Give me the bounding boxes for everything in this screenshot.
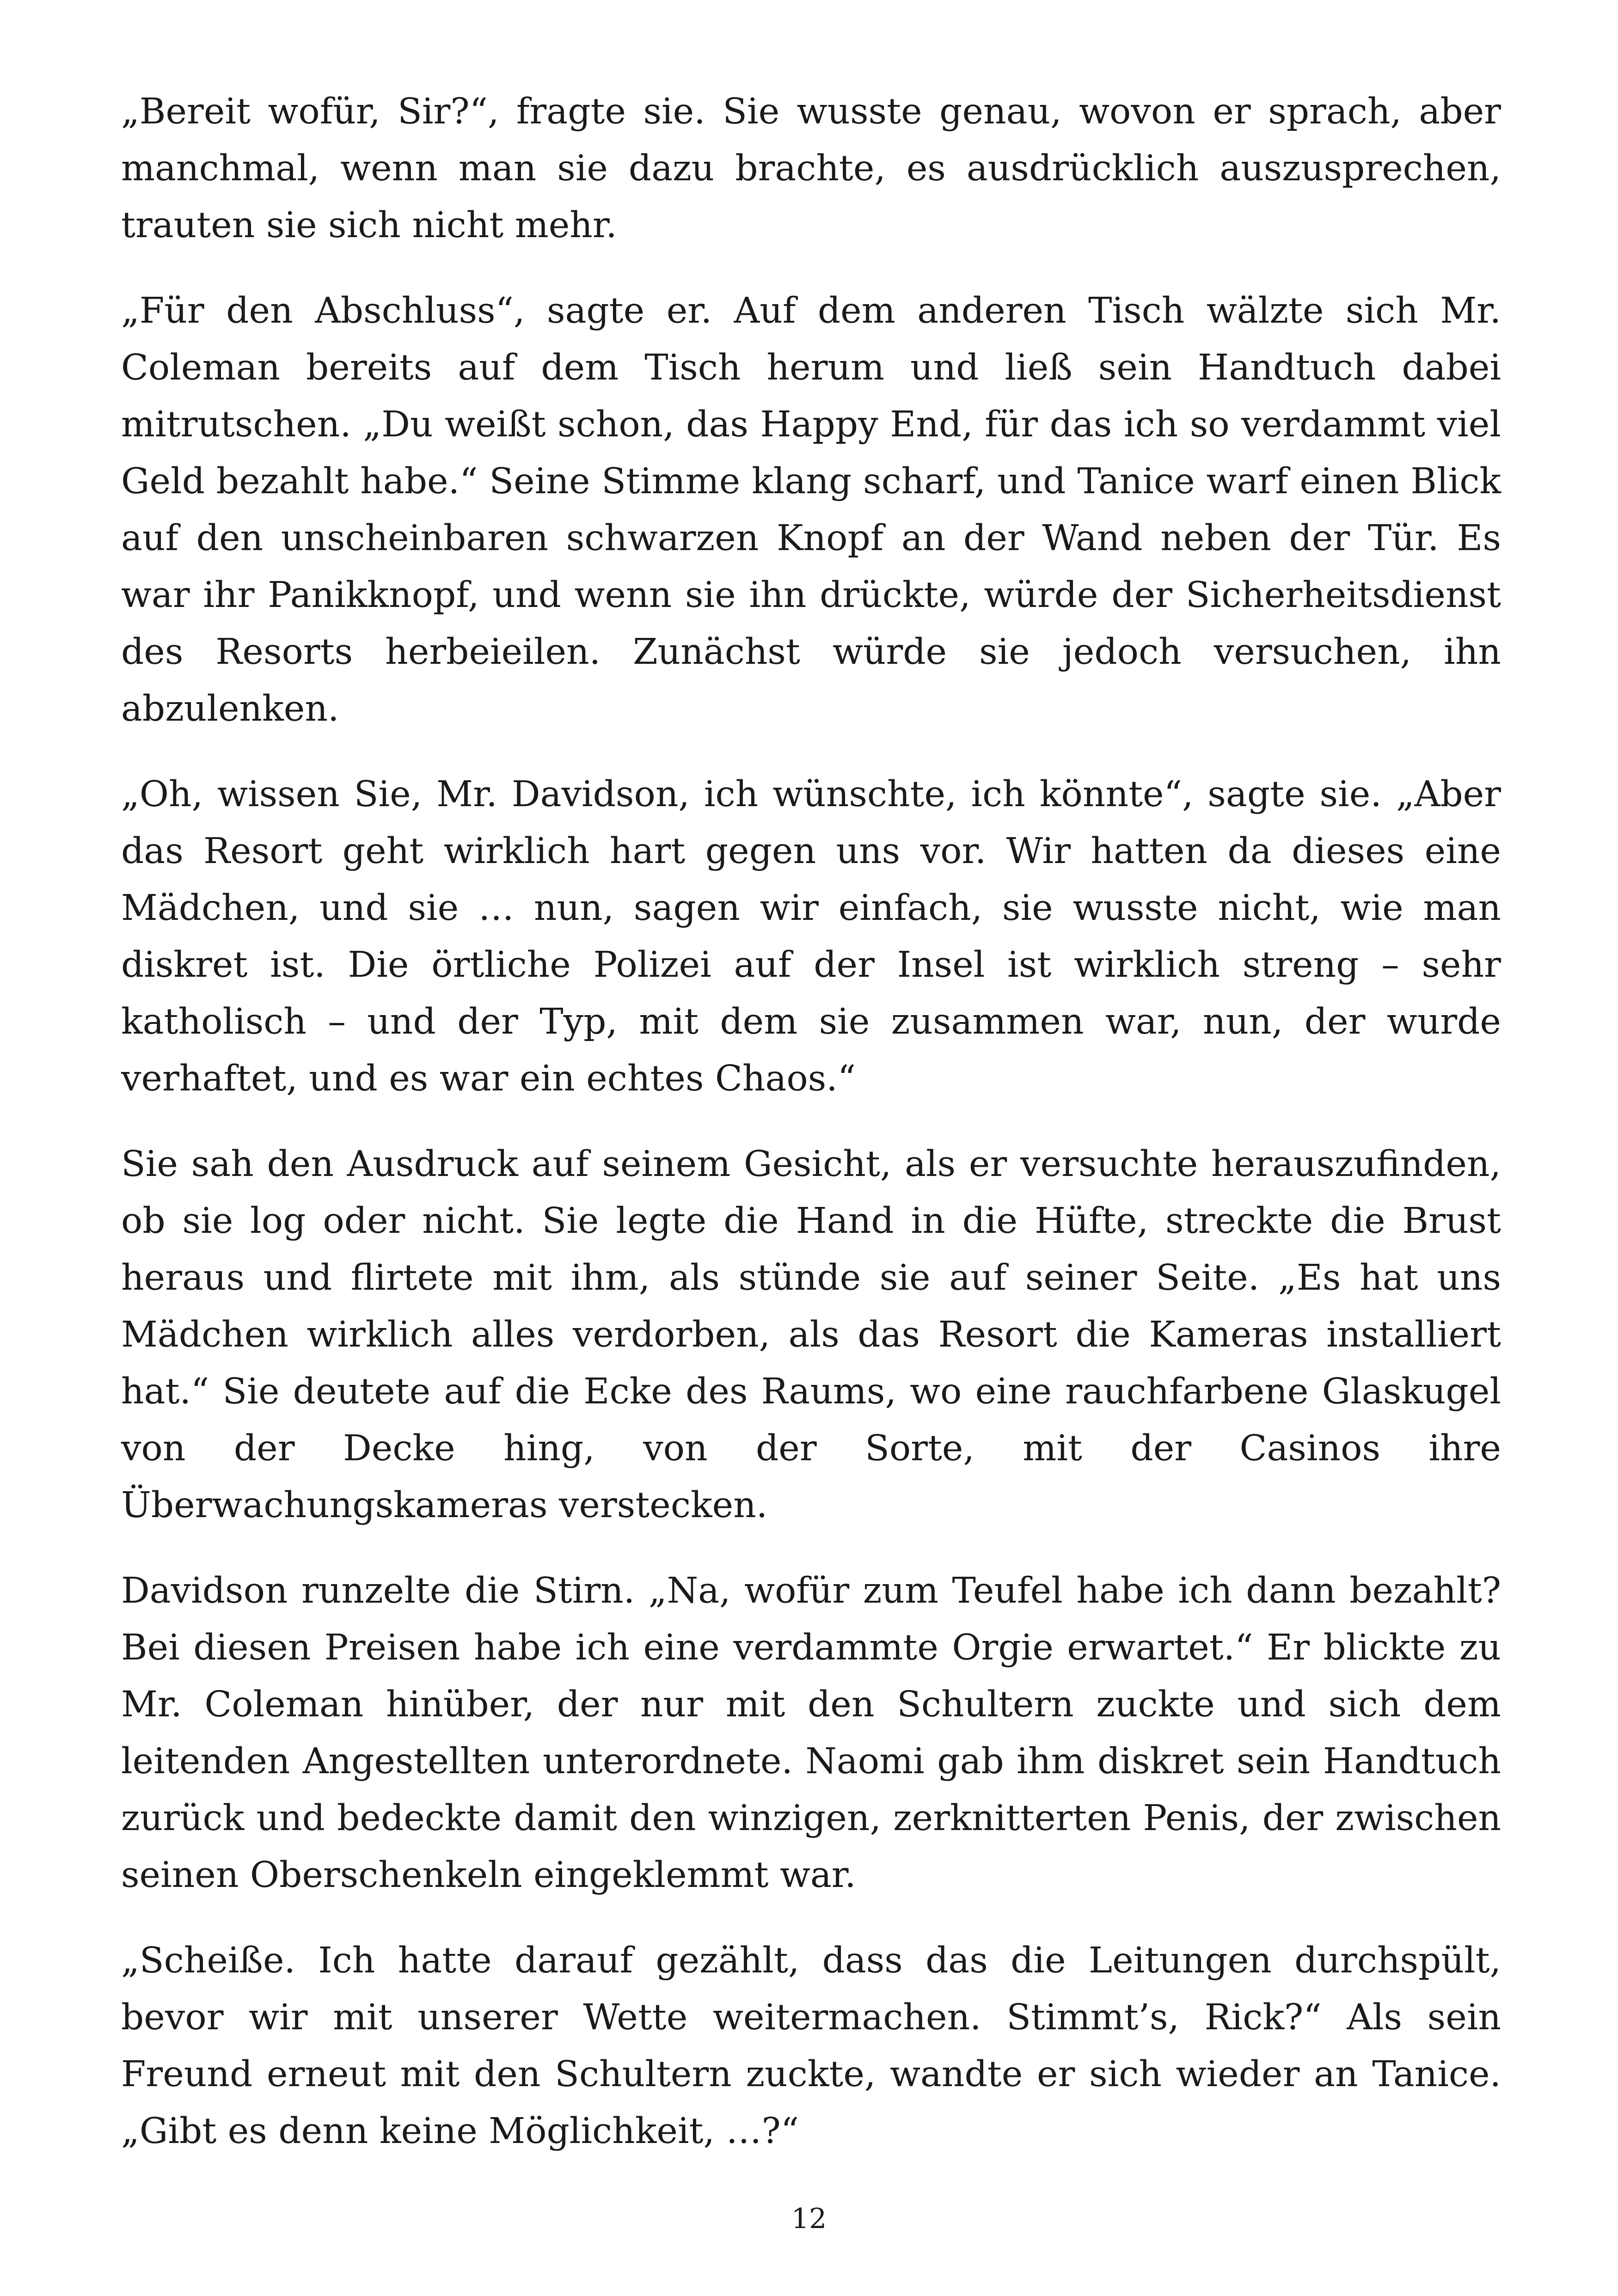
page-number: 12: [791, 2203, 827, 2235]
paragraph-3: „Oh, wissen Sie, Mr. Davidson, ich wünschte, ich könnte“, sagte sie. „Aber das Resort geht wirklich hart gegen uns vor. Wir hatten da dieses eine Mädchen, und sie … nun, sagen wir einfach, sie wusste nicht, wie man diskret ist. Die örtliche Polizei auf der Insel ist wirklich streng – sehr katholisch – und der Typ, mit dem sie zusammen war, nun, der wurde verhaftet, und es war ein echtes Chaos.“: [121, 774, 1501, 1099]
paragraph-1: „Bereit wofür, Sir?“, fragte sie. Sie wusste genau, wovon er sprach, aber manchmal, wenn man sie dazu brachte, es ausdrücklich auszusprechen, trauten sie sich nicht mehr.: [121, 91, 1501, 246]
paragraph-6: „Scheiße. Ich hatte darauf gezählt, dass das die Leitungen durchspült, bevor wir mit unserer Wette weitermachen. Stimmt’s, Rick?“ Als sein Freund erneut mit den Schultern zuckte, wandte er sich wieder an Tanice. „Gibt es denn keine Möglichkeit, …?“: [121, 1940, 1501, 2152]
page-body: [121, 83, 1501, 2188]
paragraph-5: Davidson runzelte die Stirn. „Na, wofür zum Teufel habe ich dann bezahlt? Bei diesen Preisen habe ich eine verdammte Orgie erwartet.“ Er blickte zu Mr. Coleman hinüber, der nur mit den Schultern zuckte und sich dem leitenden Angestellten unterordnete. Naomi gab ihm diskret sein Handtuch zurück und bedeckte damit den winzigen, zerknitterten Penis, der zwischen seinen Oberschenkeln eingeklemmt war.: [121, 1570, 1501, 1896]
paragraph-4: Sie sah den Ausdruck auf seinem Gesicht, als er versuchte herauszufinden, ob sie log oder nicht. Sie legte die Hand in die Hüfte, streckte die Brust heraus und flirtete mit ihm, als stünde sie auf seiner Seite. „Es hat uns Mädchen wirklich alles verdorben, als das Resort die Kameras installiert hat.“ Sie deutete auf die Ecke des Raums, wo eine rauchfarbene Glaskugel von der Decke hing, von der Sorte, mit der Casinos ihre Überwachungskameras verstecken.: [121, 1144, 1501, 1526]
paragraph-2: „Für den Abschluss“, sagte er. Auf dem anderen Tisch wälzte sich Mr. Coleman bereits auf dem Tisch herum und ließ sein Handtuch dabei mitrutschen. „Du weißt schon, das Happy End, für das ich so verdammt viel Geld bezahlt habe.“ Seine Stimme klang scharf, und Tanice warf einen Blick auf den unscheinbaren schwarzen Knopf an der Wand neben der Tür. Es war ihr Panikknopf, und wenn sie ihn drückte, würde der Sicherheitsdienst des Resorts herbeieilen. Zunächst würde sie jedoch versuchen, ihn abzulenken.: [121, 290, 1501, 729]
